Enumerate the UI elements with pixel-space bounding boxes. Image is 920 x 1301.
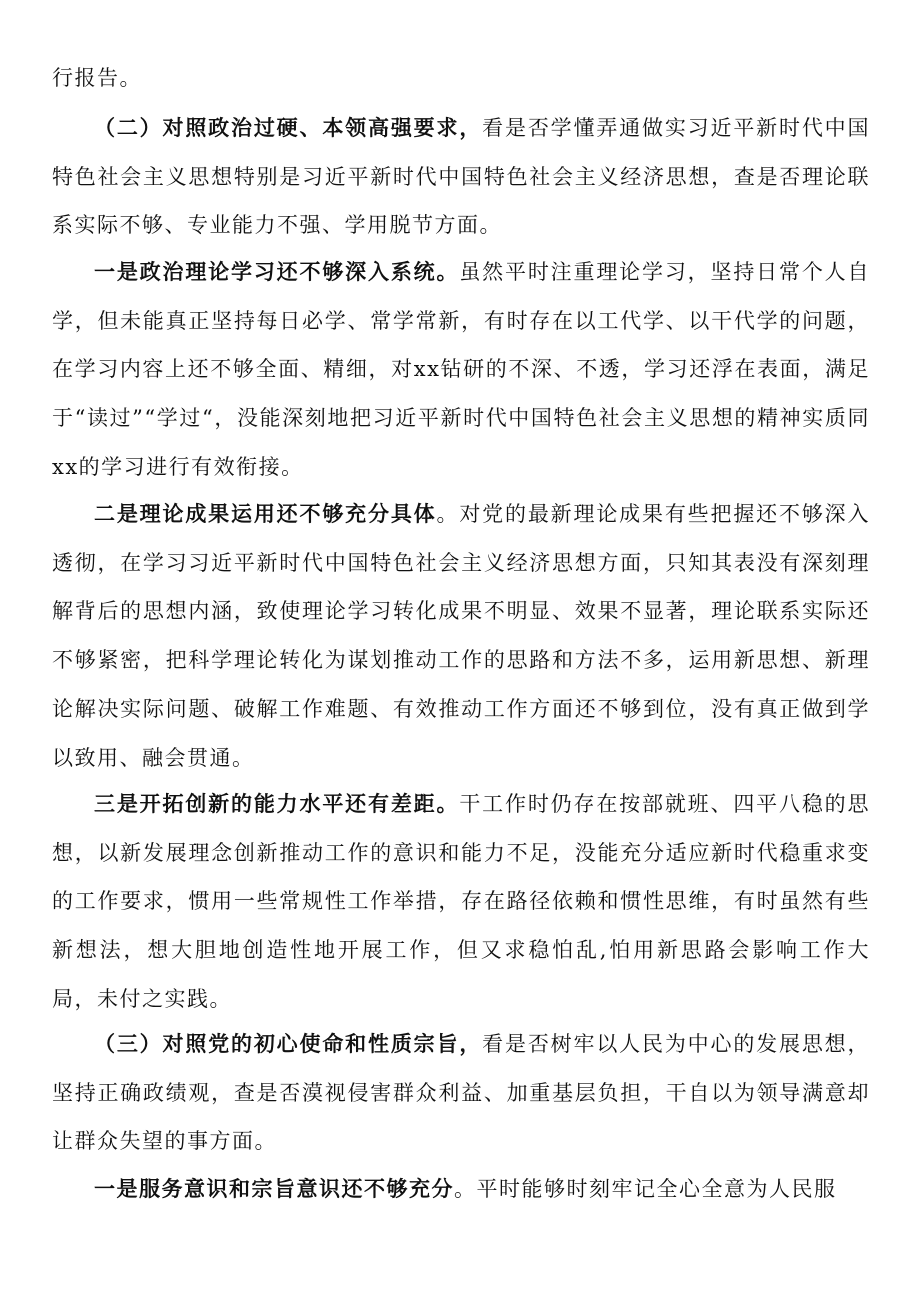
point-paragraph [52, 248, 870, 492]
point-paragraph [52, 1165, 870, 1214]
paragraph-text: 干工作时仍存在按部就班、四平八稳的思想，以新发展理念创新推动工作的意识和能力不足，没能充分适应新时代稳重求变的工作要求，惯用一些常规性工作举措，存在路径依赖和惯性思维，有时虽然有些新想法，想大胆地创造性地开展工作，但又求稳怕乱,怕用新思路会影响工作大局，未付之实践。 [52, 792, 871, 1011]
section-heading-lead: （二）对照政治过硬、本领高强要求， [94, 116, 483, 140]
paragraph-text: 看是否树牢以人民为中心的发展思想，坚持正确政绩观，查是否漠视侵害群众利益、加重基层负担，干自以为领导满意却让群众失望的事方面。 [52, 1032, 871, 1154]
paragraph-text: 看是否学懂弄通做实习近平新时代中国特色社会主义思想特别是习近平新时代中国特色社会主义经济思想，查是否理论联系实际不够、专业能力不强、学用脱节方面。 [52, 116, 871, 238]
point-heading: 三是开拓创新的能力水平还有差距。 [94, 792, 460, 816]
paragraph-text: 行报告。 [52, 66, 142, 90]
point-heading: 二是理论成果运用还不够充分具体 [94, 502, 437, 526]
section-heading-lead: （三）对照党的初心使命和性质宗旨， [94, 1032, 483, 1056]
point-paragraph [52, 490, 870, 782]
point-heading: 一是政治理论学习还不够深入系统。 [94, 260, 460, 284]
paragraph-text: 。平时能够时刻牢记全心全意为人民服 [454, 1177, 837, 1201]
section-heading-two [52, 104, 870, 250]
paragraph-text: 。对党的最新理论成果有些把握还不够深入透彻，在学习习近平新时代中国特色社会主义经济思想方面，只知其表没有深刻理解背后的思想内涵，致使理论学习转化成果不明显、效果不显著，理论联系实际还不够紧密，把科学理论转化为谋划推动工作的思路和方法不多，运用新思想、新理论解决实际问题、破解工作难题、有效推动工作方面还不够到位，没有真正做到学以致用、融会贯通。 [52, 502, 870, 770]
paragraph-continuation [52, 54, 870, 103]
point-paragraph [52, 780, 870, 1024]
paragraph-text: 虽然平时注重理论学习，坚持日常个人自学，但未能真正坚持每日必学、常学常新，有时存在以工代学、以干代学的问题，在学习内容上还不够全面、精细，对xx钻研的不深、不透，学习还浮在表面，满足于“读过”“学过“，没能深刻地把习近平新时代中国特色社会主义思想的精神实质同xx的学习进行有效衔接。 [52, 260, 871, 479]
section-heading-three [52, 1020, 870, 1166]
point-heading: 一是服务意识和宗旨意识还不够充分 [94, 1177, 454, 1201]
